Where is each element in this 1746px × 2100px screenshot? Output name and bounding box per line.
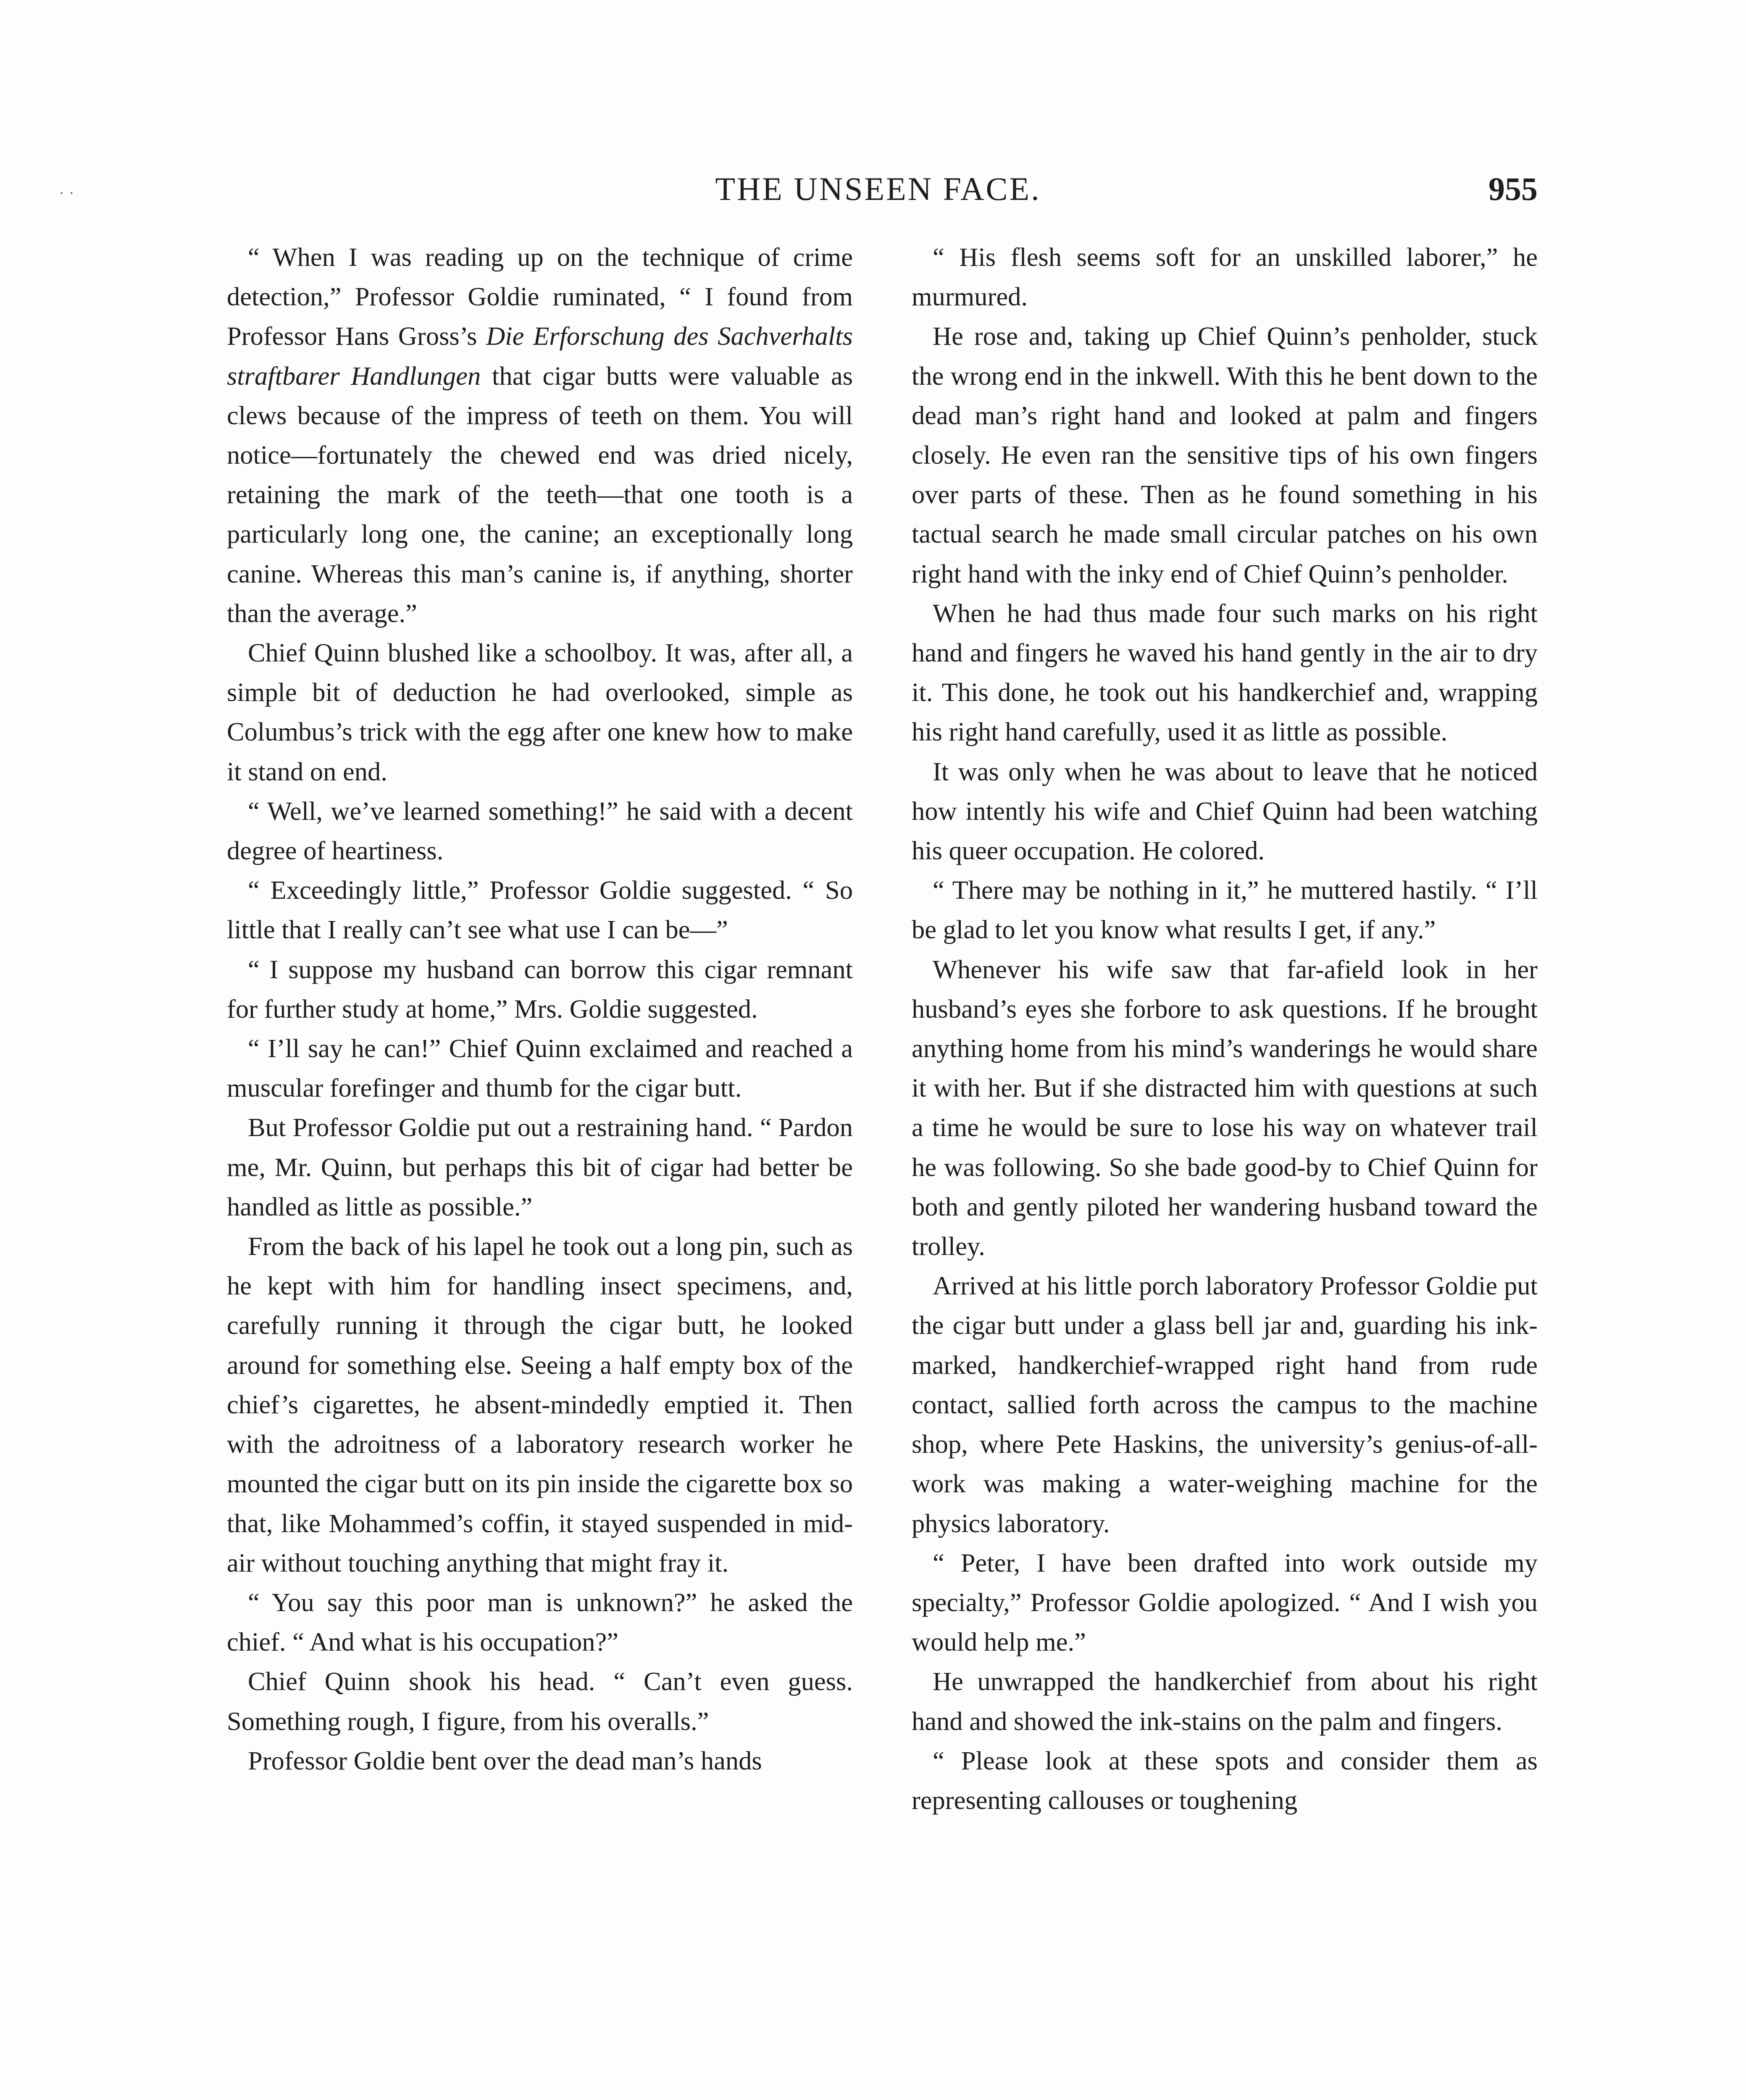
- right-column: [912, 237, 1538, 2100]
- paragraph: “ His flesh seems soft for an unskilled laborer,” he murmured.: [912, 242, 1538, 312]
- paragraph: “ You say this poor man is unknown?” he asked the chief. “ And what is his occupation?”: [227, 1587, 853, 1657]
- paragraph: Arrived at his little porch laboratory Professor Goldie put the cigar butt under a glass bell jar and, guarding his ink-marked, handkerchief-wrapped right hand from rude contact, sallied forth across the campus to the machine shop, where Pete Haskins, the university’s genius-of-all-work was making a water-weighing machine for the physics laboratory.: [912, 1271, 1538, 1538]
- print-speck: · ·: [59, 184, 74, 202]
- paragraph: Professor Goldie bent over the dead man’s hands: [248, 1746, 762, 1775]
- paragraph: “ Well, we’ve learned something!” he said with a decent degree of heartiness.: [227, 796, 853, 866]
- book-title: Die Erforschung des Sachverhalts straftbarer Handlungen: [227, 321, 853, 391]
- paragraph: But Professor Goldie put out a restraining hand. “ Pardon me, Mr. Quinn, but perhaps this bit of cigar had better be handled as little as possible.”: [227, 1113, 853, 1221]
- paragraph: Chief Quinn shook his head. “ Can’t even guess. Something rough, I figure, from his overalls.”: [227, 1667, 853, 1736]
- paragraph: He unwrapped the handkerchief from about his right hand and showed the ink-stains on the palm and fingers.: [912, 1667, 1538, 1736]
- paragraph: “ There may be nothing in it,” he muttered hastily. “ I’ll be glad to let you know what results I get, if any.”: [912, 875, 1538, 945]
- running-title: THE UNSEEN FACE.: [715, 171, 1041, 207]
- paragraph: Chief Quinn blushed like a schoolboy. It was, after all, a simple bit of deduction he had overlooked, simple as Columbus’s trick with the egg after one knew how to make it stand on end.: [227, 638, 853, 786]
- paragraph: “ I’ll say he can!” Chief Quinn exclaimed and reached a muscular forefinger and thumb for the cigar butt.: [227, 1034, 853, 1103]
- left-column: [227, 237, 853, 2100]
- paragraph: “ I suppose my husband can borrow this cigar remnant for further study at home,” Mrs. Goldie suggested.: [227, 954, 853, 1024]
- paragraph: From the back of his lapel he took out a long pin, such as he kept with him for handling insect specimens, and, carefully running it through the cigar butt, he looked around for something else. Seeing a half empty box of the chief’s cigarettes, he absent-mindedly emptied it. Then with the adroitness of a laboratory research worker he mounted the cigar butt on its pin inside the cigarette box so that, like Mohammed’s coffin, it stayed suspended in mid-air without touching anything that might fray it.: [227, 1231, 853, 1578]
- paragraph: It was only when he was about to leave that he noticed how intently his wife and Chief Quinn had been watching his queer occupation. He colored.: [912, 756, 1538, 866]
- paragraph: “ Exceedingly little,” Professor Goldie suggested. “ So little that I really can’t see what use I can be—”: [227, 875, 853, 945]
- paragraph: When he had thus made four such marks on his right hand and fingers he waved his hand gently in the air to dry it. This done, he took out his handkerchief and, wrapping his right hand carefully, used it as little as possible.: [912, 598, 1538, 747]
- page-header: [218, 166, 1538, 212]
- paragraph: “ Please look at these spots and consider them as representing callouses or toughening: [912, 1746, 1538, 1815]
- paragraph: “ Peter, I have been drafted into work outside my specialty,” Professor Goldie apologized. “ And I wish you would help me.”: [912, 1548, 1538, 1657]
- paragraph: He rose and, taking up Chief Quinn’s penholder, stuck the wrong end in the inkwell. With this he bent down to the dead man’s right hand and looked at palm and fingers closely. He even ran the sensitive tips of his own fingers over parts of these. Then as he found something in his tactual search he made small circular patches on his own right hand with the inky end of Chief Quinn’s penholder.: [912, 321, 1538, 588]
- paragraph: “ When I was reading up on the technique of crime detection,” Professor Goldie ruminated, “ I found from Professor Hans Gross’s Die Erforschung des Sachverhalts straftbarer Handlungen that cigar butts were valuable as clews because of the impress of teeth on them. You will notice—fortunately the chewed end was dried nicely, retaining the mark of the teeth—that one tooth is a particularly long one, the canine; an exceptionally long canine. Whereas this man’s canine is, if anything, shorter than the average.”: [227, 242, 853, 628]
- paragraph: Whenever his wife saw that far-afield look in her husband’s eyes she forbore to ask questions. If he brought anything home from his mind’s wanderings he would share it with her. But if she distracted him with questions at such a time he would be sure to lose his way on whatever trail he was following. So she bade good-by to Chief Quinn for both and gently piloted her wandering husband toward the trolley.: [912, 954, 1538, 1261]
- page-number: 955: [1488, 171, 1538, 207]
